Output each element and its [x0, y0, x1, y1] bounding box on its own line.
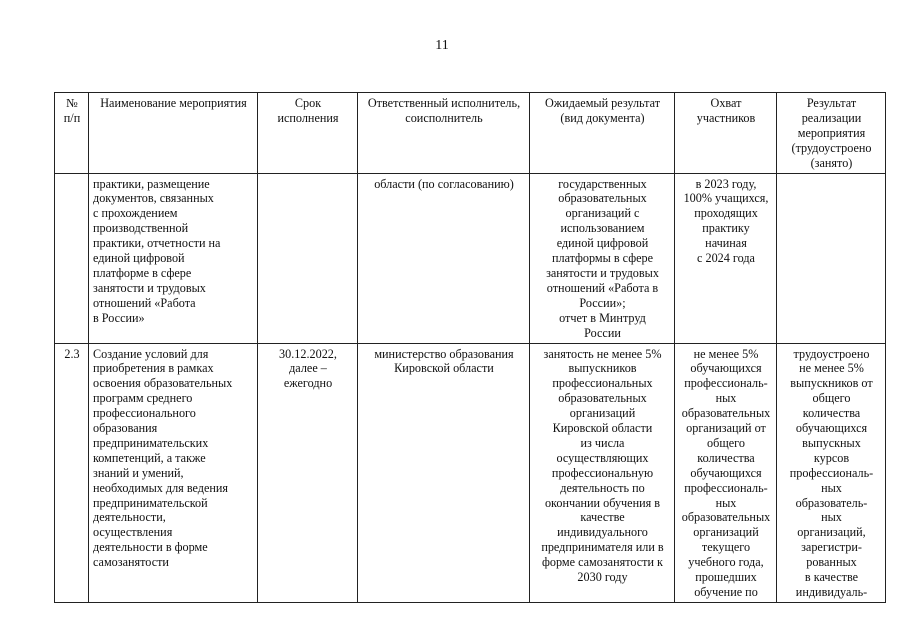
cell-coverage: не менее 5% обучающихся профессиональ- ных образовательных организаций от общего количества обучающихся профессиональ- ных образовательных организаций текущего учебного года, прошедших обучение по	[675, 343, 777, 602]
header-coverage: Охват участников	[675, 93, 777, 174]
header-outcome: Результат реализации мероприятия (трудоустроено (занято)	[777, 93, 886, 174]
cell-coverage: в 2023 году, 100% учащихся, проходящих практику начиная с 2024 года	[675, 173, 777, 343]
header-result: Ожидаемый результат (вид документа)	[530, 93, 675, 174]
page-number: 11	[435, 38, 449, 53]
cell-term	[258, 173, 358, 343]
cell-result: занятость не менее 5% выпускников профессиональных образовательных организаций Кировской области из числа осуществляющих профессиональную деятельность по окончании обучения в качестве индивидуального предпринимателя или в форме самозанятости к 2030 году	[530, 343, 675, 602]
cell-responsible: области (по согласованию)	[358, 173, 530, 343]
cell-name: практики, размещение документов, связанных с прохождением производственной практики, отчетности на единой цифровой платформе в сфере занятости и трудовых отношений «Работа в России»	[89, 173, 258, 343]
header-number: № п/п	[55, 93, 89, 174]
table-row	[55, 173, 886, 343]
header-responsible: Ответственный исполнитель, соисполнитель	[358, 93, 530, 174]
cell-term: 30.12.2022, далее – ежегодно	[258, 343, 358, 602]
table-header-row	[55, 93, 886, 174]
cell-number	[55, 173, 89, 343]
cell-outcome: трудоустроено не менее 5% выпускников от общего количества обучающихся выпускных курсов профессиональ- ных образователь- ных организаций, зарегистри- рованных в качестве индивидуаль-	[777, 343, 886, 602]
cell-name: Создание условий для приобретения в рамках освоения образовательных программ среднего профессионального образования предпринимательских компетенций, а также знаний и умений, необходимых для ведения предпринимательской деятельности, осуществления деятельности в форме самозанятости	[89, 343, 258, 602]
measures-table	[54, 92, 886, 603]
header-term: Срок исполнения	[258, 93, 358, 174]
header-name: Наименование мероприятия	[89, 93, 258, 174]
table-row	[55, 343, 886, 602]
cell-number: 2.3	[55, 343, 89, 602]
cell-responsible: министерство образования Кировской области	[358, 343, 530, 602]
cell-result: государственных образовательных организаций с использованием единой цифровой платформы в сфере занятости и трудовых отношений «Работа в России»; отчет в Минтруд России	[530, 173, 675, 343]
cell-outcome	[777, 173, 886, 343]
